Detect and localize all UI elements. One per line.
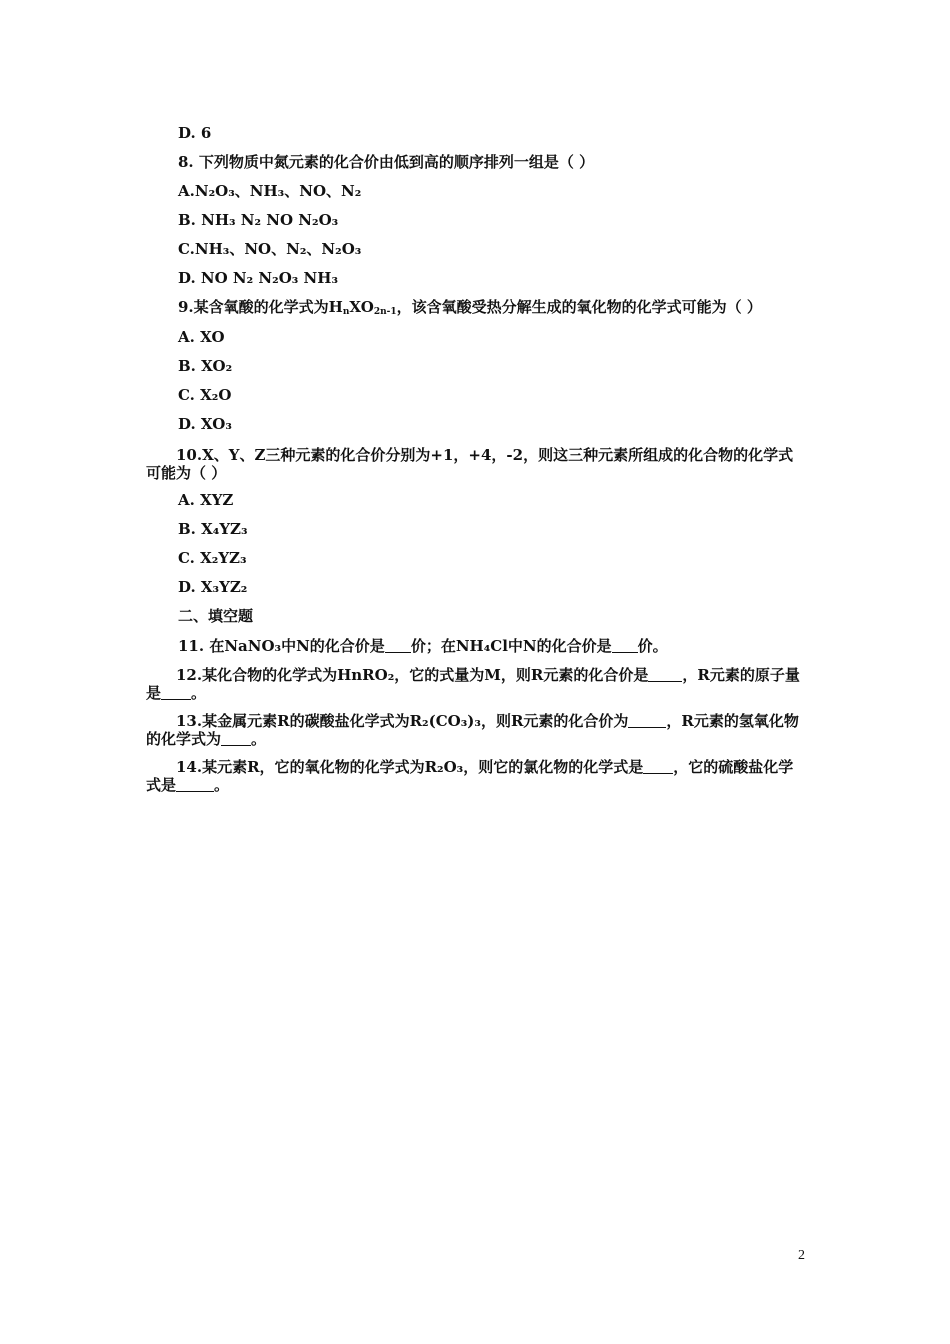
q8-option-a: A.N₂O₃、NH₃、NO、N₂ [178,182,362,200]
answer-blank [176,777,214,792]
q13-stem: 13.某金属元素R的碳酸盐化学式为R₂(CO₃)₃，则R元素的化合价为 ，R元素的氢氧化物的化学式为 。 [146,712,799,748]
q8-option-d: D. NO N₂ N₂O₃ NH₃ [178,269,339,287]
answer-blank [221,731,251,746]
answer-blank [161,685,191,700]
section-title: 二、填空题 [178,607,254,625]
q9-stem: 9.某含氧酸的化学式为$H_nXO_{2n-1}$，该含氧酸受热分解生成的氧化物的化学式可能为（ ） [178,298,762,317]
q12-stem: 12.某化合物的化学式为HnRO₂，它的式量为M，则R元素的化合价是 ，R元素的原子量是 。 [146,666,800,702]
q10-option-c: C. X₂YZ₃ [178,549,247,567]
q8-stem: 8. 下列物质中氮元素的化合价由低到高的顺序排列一组是（ ） [178,153,595,171]
page-number: 2 [798,1248,805,1263]
q9-option-a: A. XO [178,328,225,346]
answer-blank [648,667,682,682]
q14-stem: 14.某元素R，它的氧化物的化学式为R₂O₃，则它的氯化物的化学式是 ，它的硫酸盐化学式是 。 [146,758,794,794]
answer-blank [628,713,666,728]
q8-option-b: B. NH₃ N₂ NO N₂O₃ [178,211,339,229]
q8-option-c: C.NH₃、NO、N₂、N₂O₃ [178,240,362,258]
q9-option-c: C. X₂O [178,386,232,404]
answer-blank [643,759,673,774]
q10-option-a: A. XYZ [178,491,234,509]
q9-option-d: D. XO₃ [178,415,232,433]
answer-blank [385,638,411,653]
q10-option-b: B. X₄YZ₃ [178,520,248,538]
q10-stem: 10.X、Y、Z三种元素的化合价分别为+1，+4，-2，则这三种元素所组成的化合物的化学式可能为（ ） [146,446,794,482]
q10-option-d: D. X₃YZ₂ [178,578,248,596]
q11-stem: 11. 在NaNO₃中N的化合价是 价；在NH₄Cl中N的化合价是 价。 [178,637,668,655]
q9-option-b: B. XO₂ [178,357,233,375]
answer-blank [612,638,638,653]
q7-option-d: D. 6 [178,124,212,142]
